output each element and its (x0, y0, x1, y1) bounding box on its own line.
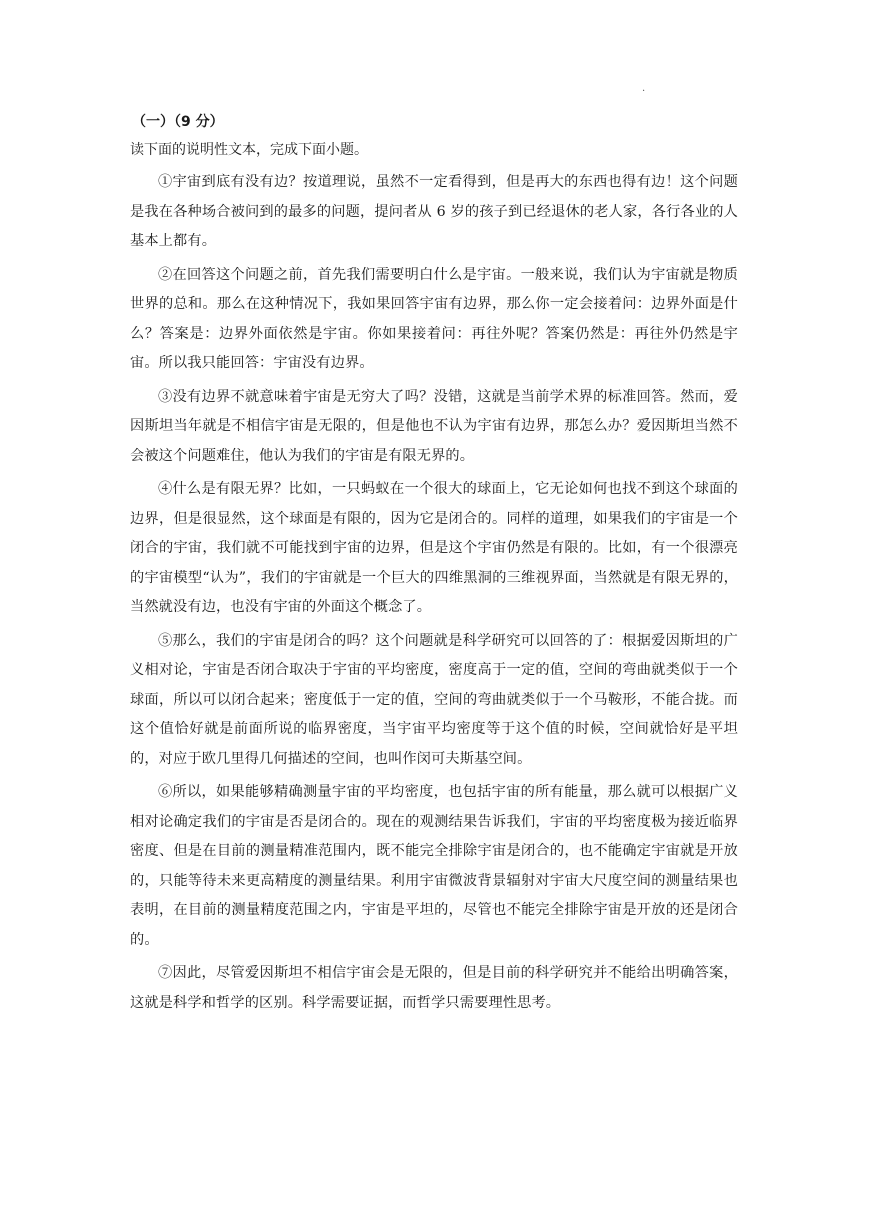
document-body (130, 110, 738, 1022)
section-title: （一）（9 分） (132, 114, 224, 130)
header-mark: . (642, 83, 646, 94)
paragraph-5: ⑤那么，我们的宇宙是闭合的吗？这个问题就是科学研究可以回答的了：根据爱因斯坦的广义相对论，宇宙是否闭合取决于宇宙的平均密度，密度高于一定的值，空间的弯曲就类似于一个球面，所以可以闭合起来；密度低于一定的值，空间的弯曲就类似于一个马鞍形，不能合拢。而这个值恰好就是前面所说的临界密度，当宇宙平均密度等于这个值的时候，空间就恰好是平坦的，对应于欧几里得几何描述的空间，也叫作闵可夫斯基空间。 (130, 632, 738, 767)
paragraph-1: ①宇宙到底有没有边？按道理说，虽然不一定看得到，但是再大的东西也得有边！这个问题是我在各种场合被问到的最多的问题，提问者从 6 岁的孩子到已经退休的老人家，各行各业的人基本上都有。 (130, 174, 738, 249)
reading-instruction: 读下面的说明性文本，完成下面小题。 (130, 142, 368, 158)
paragraph-4: ④什么是有限无界？比如，一只蚂蚁在一个很大的球面上，它无论如何也找不到这个球面的边界，但是很显然，这个球面是有限的，因为它是闭合的。同样的道理，如果我们的宇宙是一个闭合的宇宙，我们就不可能找到宇宙的边界，但是这个宇宙仍然是有限的。比如，有一个很漂亮的宇宙模型“认为”，我们的宇宙就是一个巨大的四维黑洞的三维视界面，当然就是有限无界的，当然就没有边，也没有宇宙的外面这个概念了。 (130, 481, 738, 615)
paragraph-3: ③没有边界不就意味着宇宙是无穷大了吗？没错，这就是当前学术界的标准回答。然而，爱因斯坦当年就是不相信宇宙是无限的，但是他也不认为宇宙有边界，那怎么办？爱因斯坦当然不会被这个问题难住，他认为我们的宇宙是有限无界的。 (130, 388, 738, 464)
paragraph-6: ⑥所以，如果能够精确测量宇宙的平均密度，也包括宇宙的所有能量，那么就可以根据广义相对论确定我们的宇宙是否是闭合的。现在的观测结果告诉我们，宇宙的平均密度极为接近临界密度、但是在目前的测量精准范围内，既不能完全排除宇宙是闭合的，也不能确定宇宙就是开放的，只能等待未来更高精度的测量结果。利用宇宙微波背景辐射对宇宙大尺度空间的测量结果也表明，在目前的测量精度范围之内，宇宙是平坦的，尽管也不能完全排除宇宙是开放的还是闭合的。 (130, 784, 738, 948)
paragraph-7: ⑦因此，尽管爱因斯坦不相信宇宙会是无限的，但是目前的科学研究并不能给出明确答案，这就是科学和哲学的区别。科学需要证据，而哲学只需要理性思考。 (130, 965, 738, 1011)
paragraph-2: ②在回答这个问题之前，首先我们需要明白什么是宇宙。一般来说，我们认为宇宙就是物质世界的总和。那么在这种情况下，我如果回答宇宙有边界，那么你一定会接着问：边界外面是什么？答案是：边界外面依然是宇宙。你如果接着问：再往外呢？答案仍然是：再往外仍然是宇宙。所以我只能回答：宇宙没有边界。 (130, 266, 738, 371)
